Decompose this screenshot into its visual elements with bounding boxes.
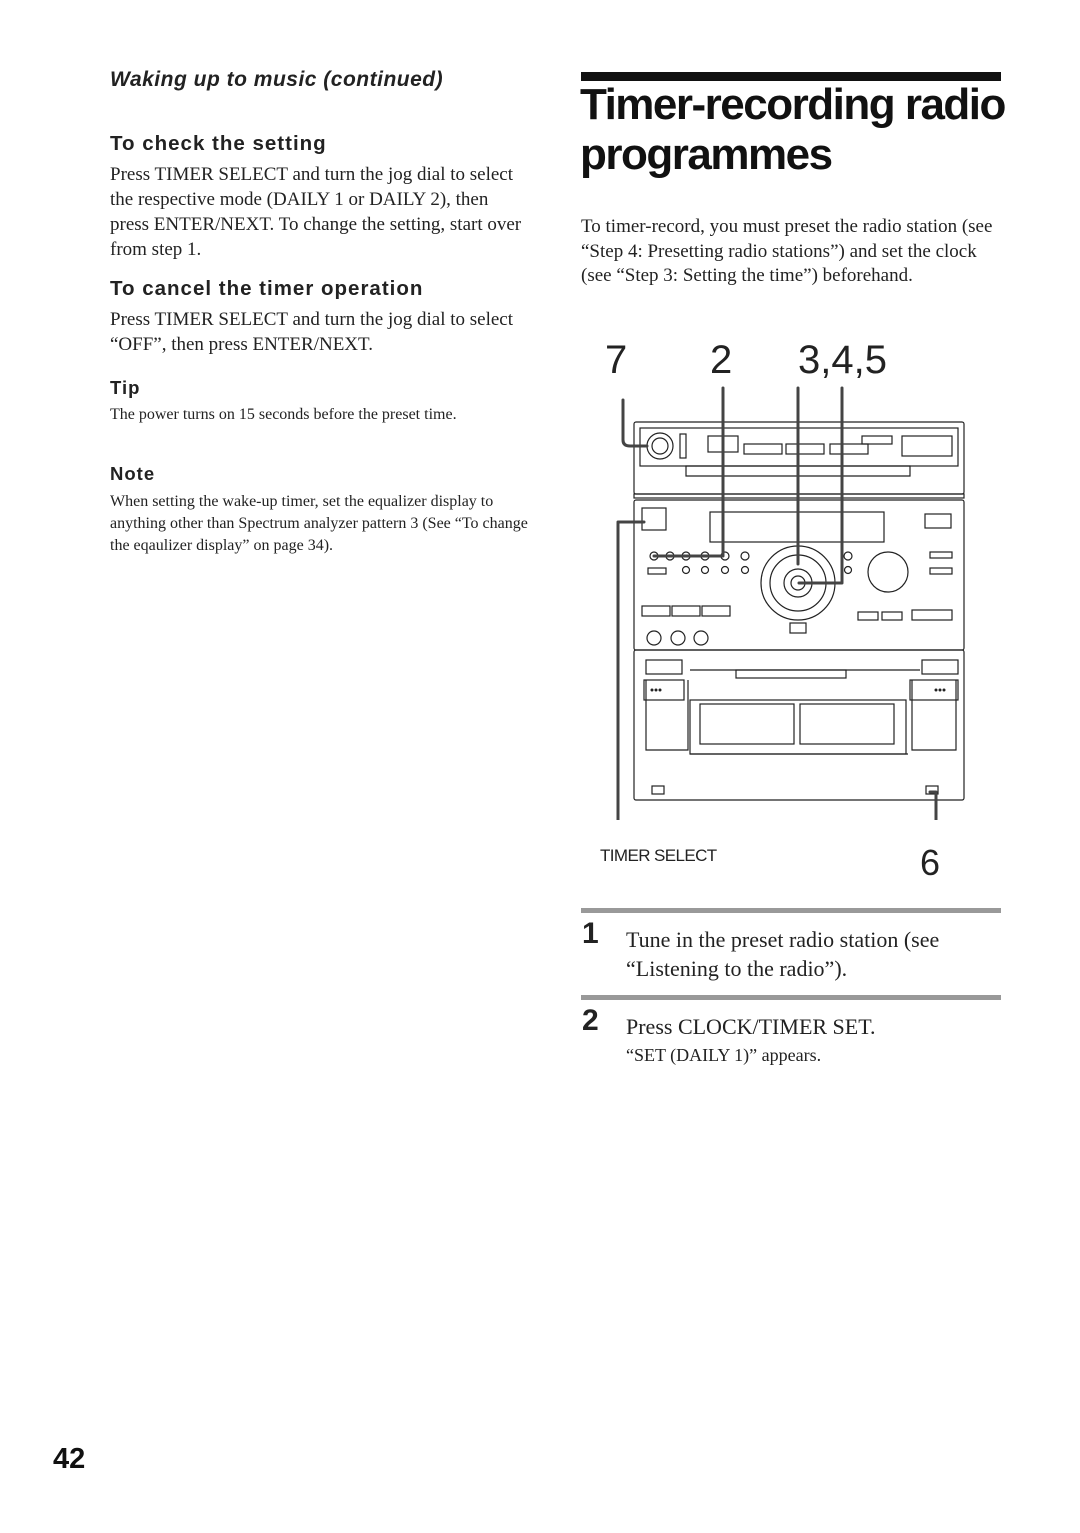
check-setting-text: Press TIMER SELECT and turn the jog dial to select the respective mode (DAILY 1 or DAILY 2), then press ENTER/NEXT. To change the setting, start over from step 1. [110,164,522,260]
step-2-text: Press CLOCK/TIMER SET. [626,1014,876,1039]
deck-a-buttons [646,660,682,674]
step-2-subtext: “SET (DAILY 1)” appears. [626,1045,822,1065]
cancel-timer-heading: To cancel the timer operation [110,277,424,300]
step-2-number: 2 [582,1004,599,1037]
power-button [647,433,673,459]
leader-2 [654,388,723,556]
headphone-jack [647,631,661,645]
note-heading: Note [110,463,156,484]
tip-text: The power turns on 15 seconds before the preset time. [110,406,457,423]
callout-2: 2 [710,338,733,382]
page-number: 42 [53,1443,86,1475]
deck-b-buttons [922,660,958,674]
timer-select-button [642,508,666,530]
leader-7 [623,400,647,446]
cd-play-button [902,436,952,456]
cassette-window-a [700,704,794,744]
cancel-timer-text: Press TIMER SELECT and turn the jog dial to select “OFF”, then press ENTER/NEXT. [110,309,513,355]
volume-knob [868,552,908,592]
cassette-window-b [800,704,894,744]
step-1-number: 1 [582,917,599,950]
intro-text: To timer-record, you must preset the radio station (see “Step 4: Presetting radio stations”) and set the clock (see “Step 3: Setting the time”) beforehand. [581,216,993,287]
leader-timer-select [618,522,644,820]
check-setting-heading: To check the setting [110,132,327,155]
page-title-line-2: programmes [580,130,832,179]
leader-6 [930,792,936,820]
callout-7: 7 [605,338,628,382]
cassette-unit [634,650,964,800]
page-title [580,80,1010,180]
note-text: When setting the wake-up timer, set the equalizer display to anything other than Spectrum analyzer pattern 3 (See “To change the eqaulizer display” on page 34). [110,493,528,554]
callout-3-4-5: 3,4,5 [798,338,887,382]
step-2-rule [581,995,1001,1000]
leader-lines [618,388,936,820]
step-1-text: Tune in the preset radio station (see “Listening to the radio”). [626,927,940,981]
callout-6: 6 [920,842,941,883]
tip-heading: Tip [110,377,141,398]
running-head: Waking up to music (continued) [110,68,444,91]
step-1-rule [581,908,1001,913]
speaker-dots [651,689,946,692]
stereo-system-diagram [590,380,980,820]
page-title-line-1: Timer-recording radio [580,80,1005,129]
timer-select-label: TIMER SELECT [600,846,717,865]
